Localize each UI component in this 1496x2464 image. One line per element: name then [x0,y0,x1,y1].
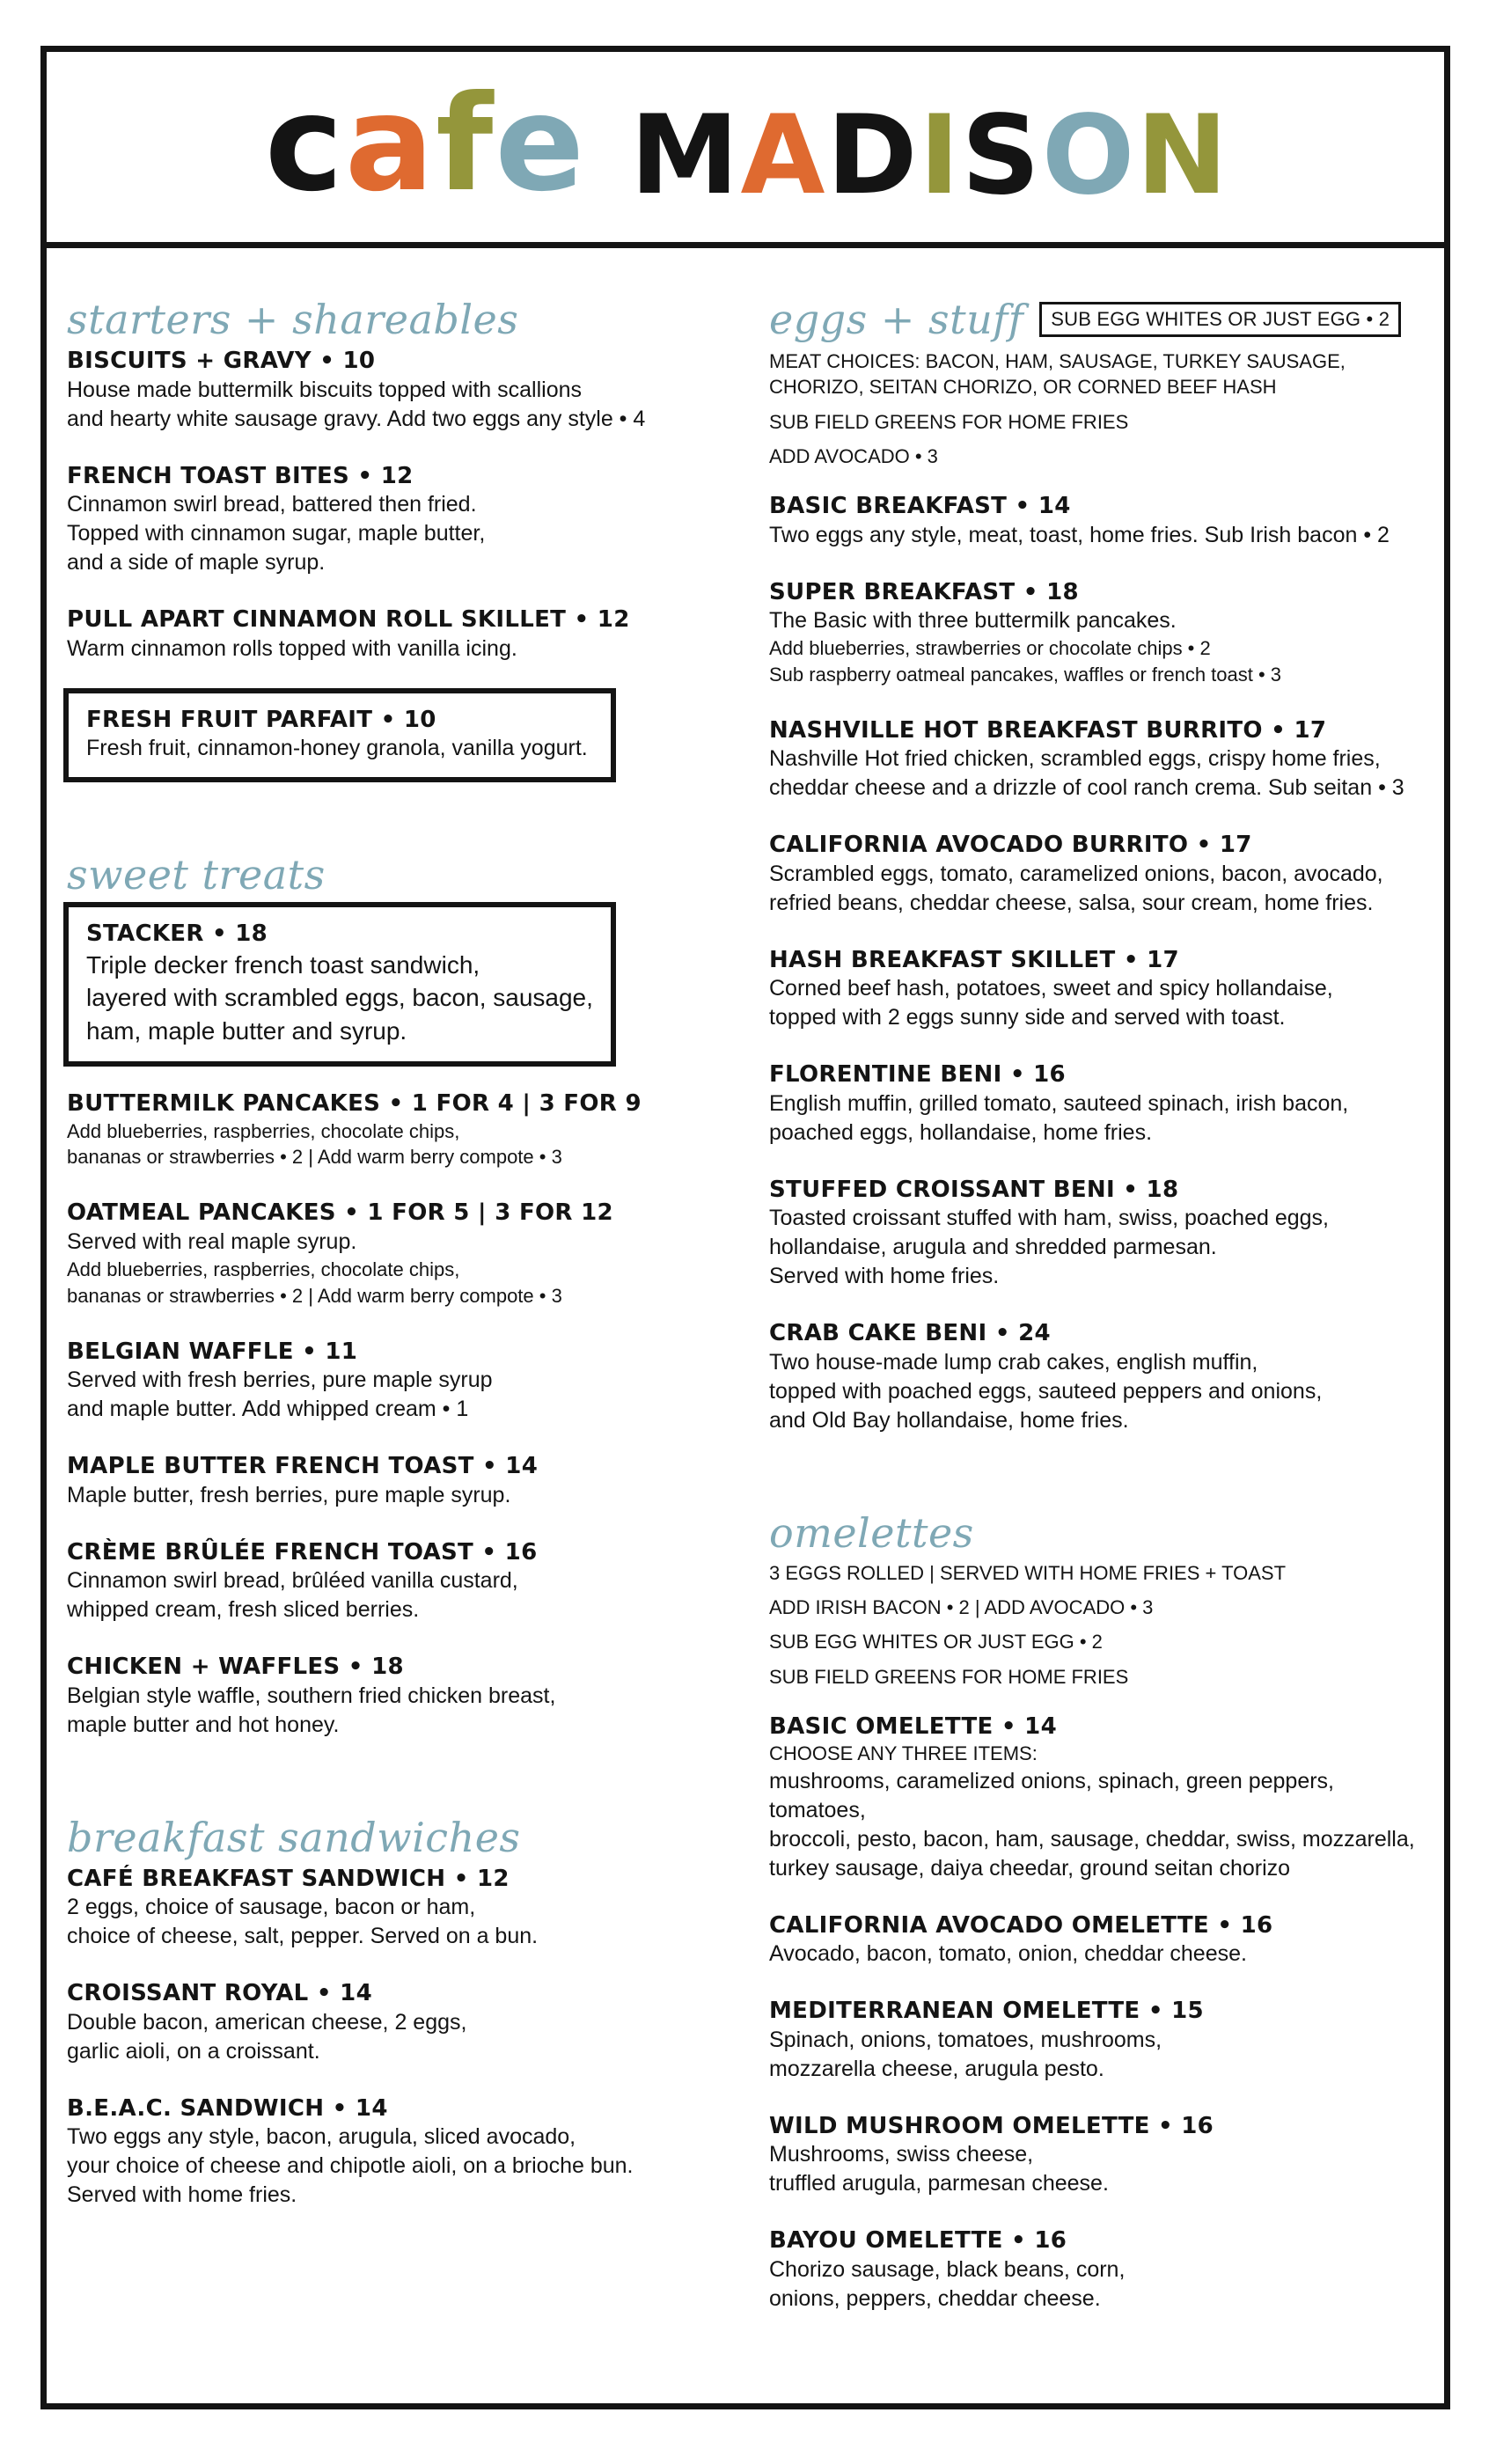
menu-item [67,1653,700,1740]
menu-item [67,1452,700,1510]
item-name: BAYOU OMELETTE • 16 [769,2227,1067,2255]
item-description: Scrambled eggs, tomato, caramelized onions, bacon, avocado, refried beans, cheddar cheese, salsa, sour cream, home fries. [769,861,1383,915]
section-spacer [67,1768,700,1817]
item-description: Corned beef hash, potatoes, sweet and spicy hollandaise, topped with 2 eggs sunny side and served with toast. [769,976,1333,1030]
item-description: Served with real maple syrup. [67,1228,357,1254]
section-note: SUB EGG WHITES OR JUST EGG • 2 [769,1631,1103,1654]
logo-letter: a [344,67,433,221]
item-name: CRAB CAKE BENI • 24 [769,1320,1051,1347]
section-spacer [67,805,700,854]
section-note: SUB FIELD GREENS FOR HOME FRIES [769,1665,1129,1688]
left-column [67,296,700,2238]
section-note: MEAT CHOICES: BACON, HAM, SAUSAGE, TURKEY SAUSAGE, CHORIZO, SEITAN CHORIZO, OR CORNED BEEF HASH [769,350,1346,399]
section-note: ADD AVOCADO • 3 [769,444,938,467]
menu-item [67,347,700,434]
logo-letter: M [630,92,737,219]
menu-item [769,716,1420,803]
section-title-starters: starters + shareables [67,296,519,343]
item-name: BUTTERMILK PANCAKES • 1 FOR 4 | 3 FOR 9 [67,1090,642,1118]
menu-item [769,2226,1420,2314]
item-description: Belgian style waffle, southern fried chicken breast, maple butter and hot honey. [67,1683,556,1737]
item-addons: Add blueberries, raspberries, chocolate chips, bananas or strawberries • 2 | Add warm berry compote • 3 [67,1119,562,1169]
logo-letter: S [961,92,1038,219]
item-name: CAFÉ BREAKFAST SANDWICH • 12 [67,1865,510,1892]
item-name: BISCUITS + GRAVY • 10 [67,348,376,374]
menu-item [769,1319,1420,1435]
item-subheading: CHOOSE ANY THREE ITEMS: [769,1742,1038,1765]
item-name: FRENCH TOAST BITES • 12 [67,462,414,489]
egg-whites-note-box: SUB EGG WHITES OR JUST EGG • 2 [1039,302,1401,337]
menu-item [769,492,1420,550]
menu-item [769,1176,1420,1292]
logo-letter: O [1041,92,1133,219]
menu-item [67,1338,700,1425]
menu-item [769,1060,1420,1148]
section-note: ADD IRISH BACON • 2 | ADD AVOCADO • 3 [769,1596,1154,1619]
menu-item [67,2094,700,2211]
menu-item [67,1199,700,1309]
item-description: Two eggs any style, meat, toast, home fries. Sub Irish bacon • 2 [769,522,1390,547]
menu-item [769,2112,1420,2199]
item-name: OATMEAL PANCAKES • 1 FOR 5 | 3 FOR 12 [67,1199,613,1227]
menu-item [67,1538,700,1625]
item-name: WILD MUSHROOM OMELETTE • 16 [769,2112,1214,2139]
item-addons: Add blueberries, raspberries, chocolate chips, bananas or strawberries • 2 | Add warm berry compote • 3 [67,1258,562,1307]
logo-letter: f [436,67,492,221]
logo-letter: N [1136,92,1227,219]
section-note: 3 EGGS ROLLED | SERVED WITH HOME FRIES + TOAST [769,1561,1287,1584]
item-description: Spinach, onions, tomatoes, mushrooms, mozzarella cheese, arugula pesto. [769,2027,1162,2081]
cafe-madison-logo [264,67,1227,221]
featured-box-stacker [63,902,616,1067]
item-name: PULL APART CINNAMON ROLL SKILLET • 12 [67,606,630,633]
section-note: SUB FIELD GREENS FOR HOME FRIES [769,410,1129,433]
menu-item [67,605,700,664]
section-title-omelettes: omelettes [769,1508,974,1557]
item-description: Toasted croissant stuffed with ham, swiss, poached eggs, hollandaise, arugula and shredded parmesan. Served with home fries. [769,1206,1329,1289]
item-name: CRÈME BRÛLÉE FRENCH TOAST • 16 [67,1538,538,1566]
item-description: Avocado, bacon, tomato, onion, cheddar cheese. [769,1941,1247,1967]
menu-item [769,1997,1420,2084]
item-name: FLORENTINE BENI • 16 [769,1061,1066,1089]
section-title-sweet-treats: sweet treats [67,851,326,898]
menu-item [67,462,700,578]
item-name: STUFFED CROISSANT BENI • 18 [769,1176,1179,1203]
item-description: Warm cinnamon rolls topped with vanilla icing. [67,635,517,661]
menu-item [86,920,595,1047]
item-description: Double bacon, american cheese, 2 eggs, garlic aioli, on a croissant. [67,2009,467,2064]
item-description: Chorizo sausage, black beans, corn, onions, peppers, cheddar cheese. [769,2256,1126,2311]
logo-letter: A [740,92,824,219]
item-name: BASIC BREAKFAST • 14 [769,493,1071,519]
item-description: Mushrooms, swiss cheese, truffled arugula, parmesan cheese. [769,2142,1109,2196]
logo-letter: c [264,67,341,221]
item-name: CHICKEN + WAFFLES • 18 [67,1654,404,1681]
menu-item [769,1911,1420,1969]
item-name: B.E.A.C. SANDWICH • 14 [67,2094,388,2122]
featured-box-parfait [63,688,616,783]
item-description: Maple butter, fresh berries, pure maple syrup. [67,1482,511,1507]
item-description: Cinnamon swirl bread, battered then fried. Topped with cinnamon sugar, maple butter, and a side of maple syrup. [67,492,486,575]
item-description: Two house-made lump crab cakes, english muffin, topped with poached eggs, sauteed peppers and onions, and Old Bay hollandaise, home fries. [769,1349,1323,1433]
omelette-notes [769,1560,1420,1690]
item-name: NASHVILLE HOT BREAKFAST BURRITO • 17 [769,716,1327,744]
menu-item [67,1979,700,2066]
item-description: Fresh fruit, cinnamon-honey granola, vanilla yogurt. [86,736,588,760]
item-description: Served with fresh berries, pure maple syrup and maple butter. Add whipped cream • 1 [67,1368,493,1422]
item-description: Two eggs any style, bacon, arugula, sliced avocado, your choice of cheese and chipotle aioli, on a brioche bun. Served with home fries. [67,2124,634,2208]
section-spacer [769,1463,1420,1513]
menu-item [67,1865,700,1952]
item-description: House made buttermilk biscuits topped with scallions and hearty white sausage gravy. Add two eggs any style • 4 [67,377,646,431]
item-description: Nashville Hot fried chicken, scrambled eggs, crispy home fries, cheddar cheese and a drizzle of cool ranch crema. Sub seitan • 3 [769,746,1404,801]
item-name: MEDITERRANEAN OMELETTE • 15 [769,1998,1204,2025]
menu-item [769,946,1420,1033]
section-title-breakfast-sandwiches: breakfast sandwiches [67,1813,521,1861]
item-name: CALIFORNIA AVOCADO BURRITO • 17 [769,832,1252,859]
logo-letter: e [495,67,583,221]
menu-item [67,1089,700,1170]
item-name: STACKER • 18 [86,920,268,947]
item-description: Triple decker french toast sandwich, layered with scrambled eggs, bacon, sausage, ham, maple butter and syrup. [86,950,593,1045]
menu-item [86,706,595,764]
menu-header [40,46,1450,248]
item-description: mushrooms, caramelized onions, spinach, green peppers, tomatoes, broccoli, pesto, bacon, ham, sausage, cheddar, swiss, mozzarella, turkey sausage, daiya cheedar, ground seitan chorizo [769,1768,1415,1881]
item-description: The Basic with three buttermilk pancakes. [769,608,1177,633]
eggs-notes [769,348,1420,469]
section-title-eggs-stuff: eggs + stuff [769,296,1024,343]
menu-item [769,831,1420,918]
item-name: MAPLE BUTTER FRENCH TOAST • 14 [67,1453,539,1480]
item-name: HASH BREAKFAST SKILLET • 17 [769,946,1179,973]
item-description: English muffin, grilled tomato, sauteed spinach, irish bacon, poached eggs, hollandaise, home fries. [769,1090,1349,1145]
item-name: BASIC OMELETTE • 14 [769,1712,1057,1740]
logo-letter: D [826,92,916,219]
item-name: SUPER BREAKFAST • 18 [769,578,1079,605]
right-column [769,296,1420,2342]
item-name: CALIFORNIA AVOCADO OMELETTE • 16 [769,1911,1273,1939]
item-addons: Add blueberries, strawberries or chocolate chips • 2 Sub raspberry oatmeal pancakes, waffles or french toast • 3 [769,637,1282,686]
logo-letter: I [919,92,958,219]
menu-item [769,1712,1420,1883]
menu-item [769,578,1420,688]
item-name: BELGIAN WAFFLE • 11 [67,1338,358,1365]
item-name: CROISSANT ROYAL • 14 [67,1980,372,2007]
item-name: FRESH FRUIT PARFAIT • 10 [86,706,436,733]
item-description: 2 eggs, choice of sausage, bacon or ham, choice of cheese, salt, pepper. Served on a bun. [67,1895,539,1949]
eggs-title-row [769,296,1420,343]
item-description: Cinnamon swirl bread, brûléed vanilla custard, whipped cream, fresh sliced berries. [67,1568,518,1623]
